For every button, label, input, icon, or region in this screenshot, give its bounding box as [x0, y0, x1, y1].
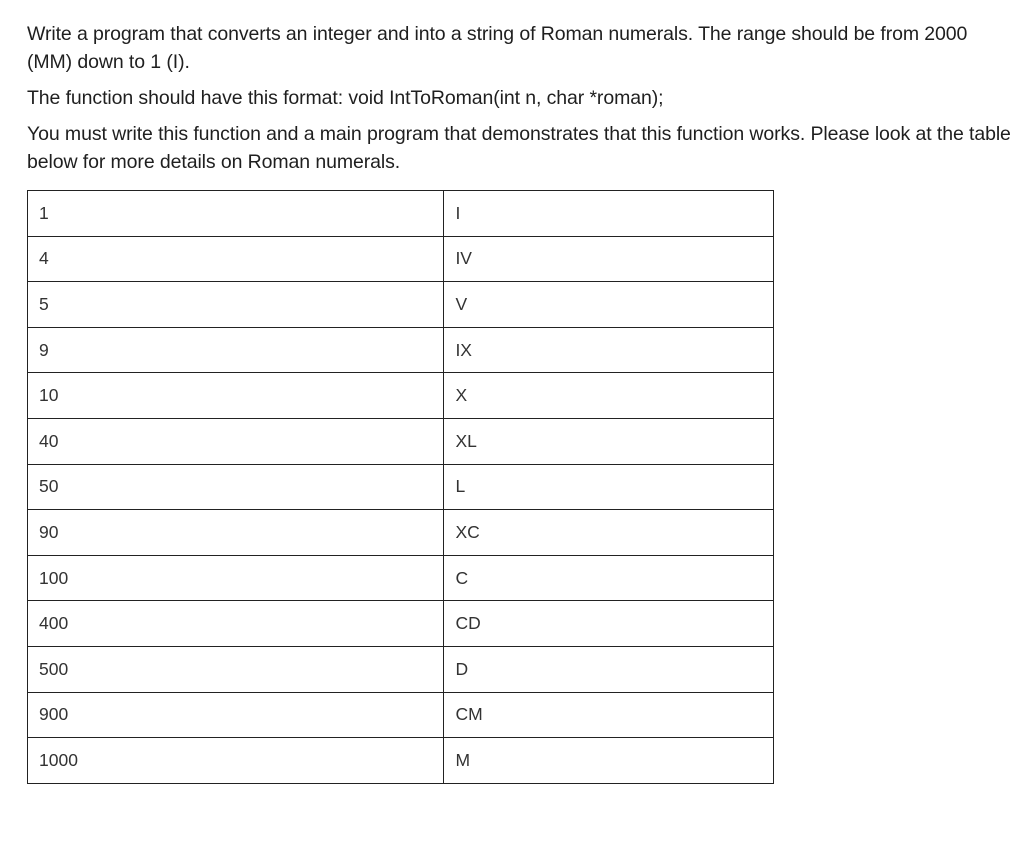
table-row [28, 464, 774, 510]
roman-cell: M [444, 738, 774, 784]
roman-cell: L [444, 464, 774, 510]
problem-paragraph-1: Write a program that converts an integer and into a string of Roman numerals. The range should be from 2000 (MM) down to 1 (I). [27, 23, 968, 73]
instructions-paragraph: You must write this function and a main program that demonstrates that this function works. Please look at the table below for more details on Roman numerals. [27, 123, 1011, 173]
number-cell: 4 [28, 236, 444, 282]
roman-cell: XC [444, 510, 774, 556]
function-format-paragraph: The function should have this format: void IntToRoman(int n, char *roman); [27, 87, 664, 109]
table-row [28, 236, 774, 282]
table-row [28, 373, 774, 419]
roman-cell: I [444, 191, 774, 237]
table-row [28, 738, 774, 784]
number-cell: 9 [28, 327, 444, 373]
roman-cell: CM [444, 692, 774, 738]
roman-cell: XL [444, 418, 774, 464]
roman-cell: X [444, 373, 774, 419]
table-row [28, 692, 774, 738]
number-cell: 1 [28, 191, 444, 237]
table-row [28, 510, 774, 556]
number-cell: 100 [28, 555, 444, 601]
number-cell: 500 [28, 646, 444, 692]
number-cell: 900 [28, 692, 444, 738]
table-row [28, 646, 774, 692]
table-row [28, 555, 774, 601]
roman-cell: D [444, 646, 774, 692]
number-cell: 10 [28, 373, 444, 419]
number-cell: 50 [28, 464, 444, 510]
roman-cell: V [444, 282, 774, 328]
number-cell: 1000 [28, 738, 444, 784]
table-row [28, 282, 774, 328]
table-row [28, 191, 774, 237]
table-row [28, 601, 774, 647]
table-row [28, 418, 774, 464]
roman-cell: IX [444, 327, 774, 373]
roman-cell: CD [444, 601, 774, 647]
roman-cell: IV [444, 236, 774, 282]
problem-statement [27, 20, 1017, 784]
number-cell: 40 [28, 418, 444, 464]
number-cell: 5 [28, 282, 444, 328]
number-cell: 90 [28, 510, 444, 556]
roman-cell: C [444, 555, 774, 601]
roman-numerals-table [27, 190, 774, 784]
number-cell: 400 [28, 601, 444, 647]
table-row [28, 327, 774, 373]
